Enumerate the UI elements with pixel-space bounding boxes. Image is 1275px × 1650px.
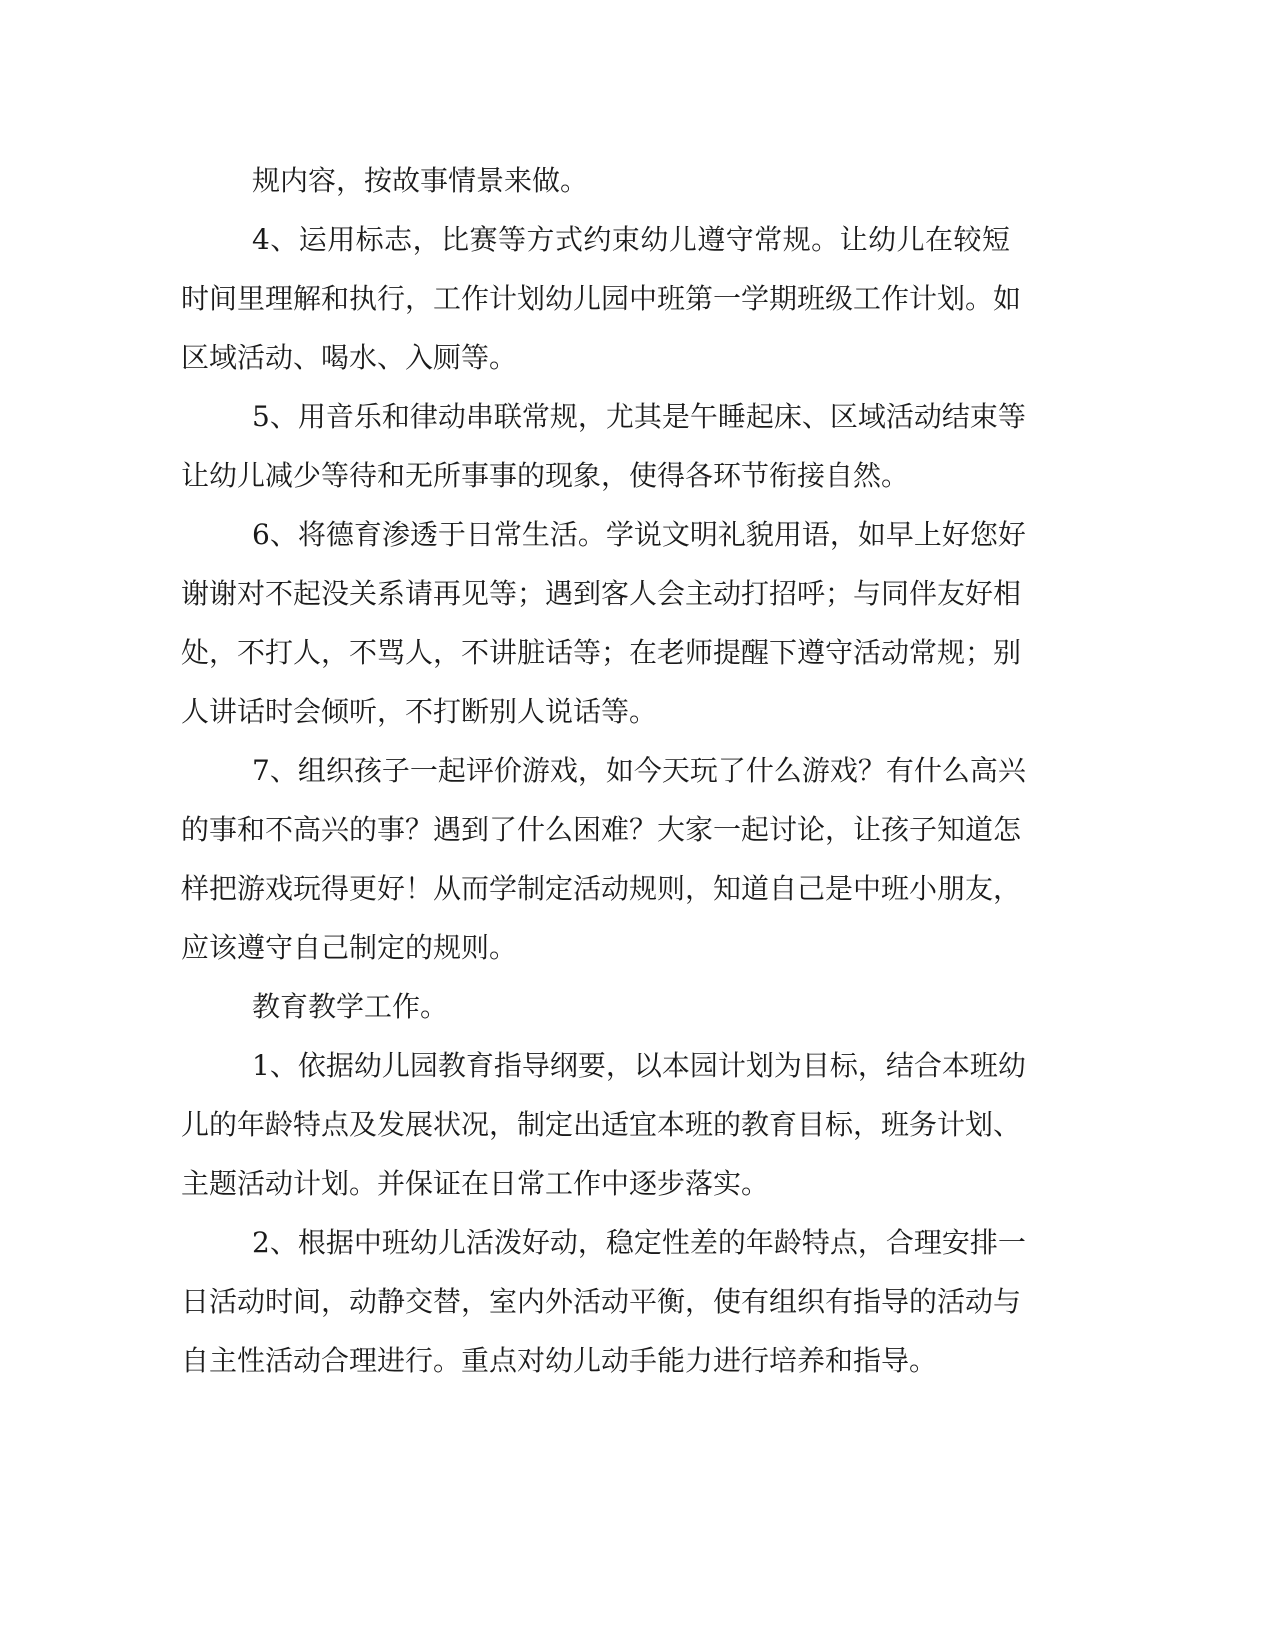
text-line: 儿的年龄特点及发展状况，制定出适宜本班的教育目标，班务计划、: [181, 1108, 1022, 1141]
text-line: 谢谢对不起没关系请再见等；遇到客人会主动打招呼；与同伴友好相: [181, 577, 1022, 610]
section-heading: 教育教学工作。: [252, 990, 449, 1023]
text-line: 的事和不高兴的事？遇到了什么困难？大家一起讨论，让孩子知道怎: [181, 813, 1022, 846]
text-line: 自主性活动合理进行。重点对幼儿动手能力进行培养和指导。: [181, 1344, 938, 1377]
text-line: 6、将德育渗透于日常生活。学说文明礼貌用语，如早上好您好: [252, 518, 1026, 551]
text-line: 5、用音乐和律动串联常规，尤其是午睡起床、区域活动结束等: [252, 400, 1026, 433]
text-line: 7、组织孩子一起评价游戏，如今天玩了什么游戏？有什么高兴: [252, 754, 1026, 787]
text-line: 应该遵守自己制定的规则。: [181, 931, 518, 964]
text-line: 让幼儿减少等待和无所事事的现象，使得各环节衔接自然。: [181, 459, 910, 492]
text-line: 处，不打人，不骂人，不讲脏话等；在老师提醒下遵守活动常规；别: [181, 636, 1022, 669]
text-line: 规内容，按故事情景来做。: [252, 164, 589, 197]
text-line: 日活动时间，动静交替，室内外活动平衡，使有组织有指导的活动与: [181, 1285, 1022, 1318]
text-line: 时间里理解和执行，工作计划幼儿园中班第一学期班级工作计划。如: [181, 282, 1022, 315]
text-line: 1、依据幼儿园教育指导纲要，以本园计划为目标，结合本班幼: [252, 1049, 1026, 1082]
text-line: 样把游戏玩得更好！从而学制定活动规则，知道自己是中班小朋友，: [181, 872, 1022, 905]
text-line: 人讲话时会倾听，不打断别人说话等。: [181, 695, 658, 728]
text-line: 2、根据中班幼儿活泼好动，稳定性差的年龄特点，合理安排一: [252, 1226, 1026, 1259]
text-line: 4、运用标志，比赛等方式约束幼儿遵守常规。让幼儿在较短: [252, 223, 1010, 256]
text-line: 主题活动计划。并保证在日常工作中逐步落实。: [181, 1167, 770, 1200]
text-line: 区域活动、喝水、入厕等。: [181, 341, 518, 374]
